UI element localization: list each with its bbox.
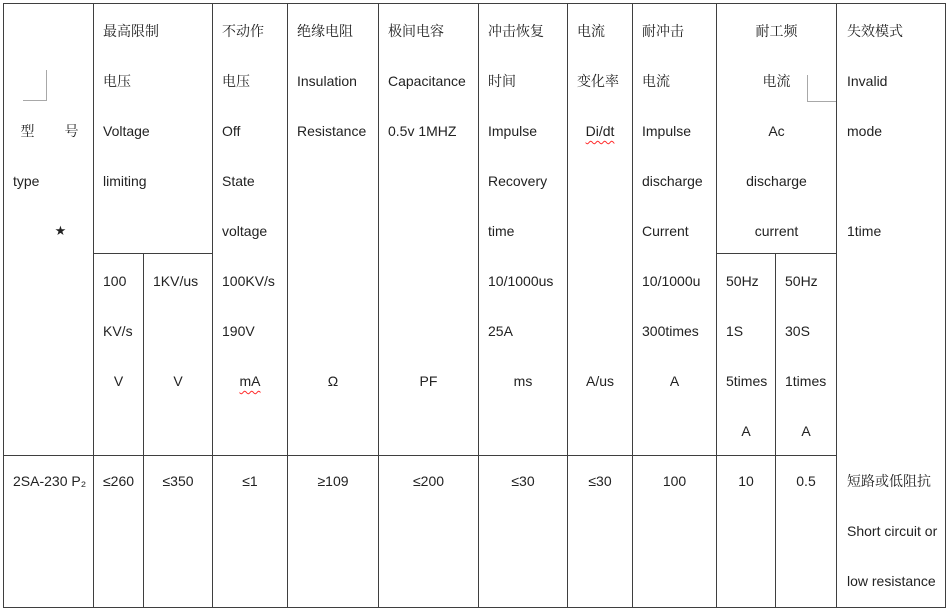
cell-line: 电流 (762, 73, 791, 89)
cell-line (288, 256, 378, 306)
cell-line: Ω (327, 373, 339, 389)
cell-line (379, 206, 478, 256)
cell-line: type (13, 173, 40, 189)
cell-line: V (173, 373, 183, 389)
cell-lines (144, 456, 212, 506)
spec-table (3, 3, 946, 608)
cell-lines (717, 456, 775, 506)
cell-lines (633, 456, 716, 506)
cell-lines (379, 456, 478, 506)
cell-line (4, 6, 93, 56)
col-type-header (4, 4, 93, 455)
cell-off-state-value (213, 456, 287, 607)
cell-line (568, 256, 632, 306)
cell-line: 1S (726, 323, 744, 339)
cell-didt-value (568, 456, 632, 607)
subcol-ac-50hz-1s-header (717, 254, 775, 455)
cell-line: 5times (726, 373, 768, 389)
cell-line: Impulse (488, 123, 538, 139)
cell-line: 30S (785, 323, 810, 339)
cell-line (568, 156, 632, 206)
cell-line: Capacitance (388, 73, 466, 89)
cell-max-limiting-100kvs-value (94, 456, 143, 607)
cell-lines (4, 4, 93, 256)
cell-line: ms (513, 373, 533, 389)
cell-line (837, 406, 945, 456)
cell-line (837, 256, 945, 306)
cell-lines (776, 456, 836, 506)
cell-line (4, 56, 93, 106)
cell-line (379, 306, 478, 356)
cell-line (144, 306, 212, 356)
cell-lines (837, 4, 945, 606)
cell-lines (717, 254, 775, 455)
cell-line: ≤260 (102, 473, 135, 489)
cell-lines (94, 456, 143, 506)
cell-line (379, 256, 478, 306)
col-impulse-discharge-current-header (633, 4, 716, 455)
cell-line: 100KV/s (222, 273, 275, 289)
cell-line (568, 206, 632, 256)
cell-line: ≤350 (162, 473, 194, 489)
col-max-limiting-voltage-header (94, 4, 212, 253)
cell-line: 最高限制 (103, 23, 159, 39)
cell-lines (288, 4, 378, 406)
cell-line: 50Hz (785, 273, 818, 289)
cell-line: 50Hz (726, 273, 759, 289)
cell-line (837, 306, 945, 356)
cell-lines (633, 4, 716, 406)
cell-line (568, 306, 632, 356)
cell-lines (568, 4, 632, 406)
cell-line: ★ (54, 223, 67, 238)
cell-line: voltage (222, 223, 268, 239)
cell-line: time (488, 223, 515, 239)
cell-line: A/us (585, 373, 614, 389)
cell-line (288, 306, 378, 356)
cell-line: mA (239, 373, 261, 389)
cell-ac-30s-value (776, 456, 836, 607)
cell-line: discharge (746, 173, 807, 189)
subcol-ac-50hz-30s-header (776, 254, 836, 455)
cell-line: limiting (103, 173, 147, 189)
cell-impulse-current-value (633, 456, 716, 607)
cell-insulation-value (288, 456, 378, 607)
cell-line: 100 (662, 473, 687, 489)
col-invalid-mode (837, 4, 945, 607)
cell-line: Ac (768, 123, 785, 139)
col-ac-discharge-current-header (717, 4, 836, 253)
col-off-state-voltage-header (213, 4, 287, 455)
cell-lines (288, 456, 378, 506)
cell-line: ≤30 (588, 473, 612, 489)
cell-line: 电压 (222, 73, 250, 89)
cell-line: 型 号 (20, 123, 87, 139)
cell-lines (4, 456, 93, 506)
cell-line: Resistance (297, 123, 367, 139)
cell-line: ≤30 (511, 473, 535, 489)
cell-line: PF (419, 373, 438, 389)
cell-line: 0.5 (796, 473, 816, 489)
cell-line: 25A (488, 323, 513, 339)
cell-line: 电流 (577, 23, 605, 39)
cell-ac-1s-value (717, 456, 775, 607)
cell-line: ≤200 (412, 473, 445, 489)
col-capacitance-header (379, 4, 478, 455)
cell-lines (213, 456, 287, 506)
cell-lines (479, 4, 567, 406)
cell-line: 极间电容 (388, 23, 444, 39)
cell-line: KV/s (103, 323, 133, 339)
cell-line: 不动作 (222, 23, 264, 39)
cell-line: Insulation (297, 73, 357, 89)
cell-lines (479, 456, 567, 506)
col-insulation-resistance-header (288, 4, 378, 455)
cell-line: current (754, 223, 799, 239)
cell-lines (717, 4, 836, 253)
cell-line: 0.5v 1MHZ (388, 123, 457, 139)
cell-lines (144, 254, 212, 406)
cell-line: mode (847, 123, 883, 139)
cell-line: 冲击恢复 (488, 23, 544, 39)
cell-line: 耐工频 (755, 23, 798, 39)
cell-line: 电压 (103, 73, 131, 89)
cell-line: 失效模式 (847, 23, 903, 39)
cell-line: 1times (785, 373, 827, 389)
cell-line: Impulse (642, 123, 692, 139)
cell-line: 190V (222, 323, 255, 339)
cell-lines (94, 4, 212, 206)
cell-line (288, 206, 378, 256)
cell-line (837, 356, 945, 406)
cell-line: Off (222, 123, 241, 139)
cell-line: Di/dt (585, 123, 615, 139)
col-current-change-rate-header (568, 4, 632, 455)
cell-line: 时间 (488, 73, 516, 89)
cell-line (837, 156, 945, 206)
cell-lines (213, 4, 287, 406)
subcol-100kvs-header (94, 254, 143, 455)
cell-line: Current (642, 223, 689, 239)
cell-part-number (4, 456, 93, 607)
cell-line: 300times (642, 323, 699, 339)
col-impulse-recovery-time-header (479, 4, 567, 455)
cell-line: Invalid (847, 73, 888, 89)
cell-line: 1time (847, 223, 882, 239)
cell-line: State (222, 173, 255, 189)
cell-line: discharge (642, 173, 703, 189)
cell-line: V (113, 373, 124, 389)
cell-line: A (801, 423, 811, 439)
cell-max-limiting-1kvus-value (144, 456, 212, 607)
cell-line: 10/1000us (488, 273, 554, 289)
subcol-1kvus-header (144, 254, 212, 455)
cell-line: Voltage (103, 123, 150, 139)
cell-line: 变化率 (577, 73, 619, 89)
cell-lines (776, 254, 836, 455)
cell-line: Recovery (488, 173, 548, 189)
cell-line: low resistance (847, 573, 936, 589)
cell-line: ≥109 (317, 473, 349, 489)
cell-line: 耐冲击 (642, 23, 684, 39)
cell-lines (568, 456, 632, 506)
cell-line: 短路或低阻抗 (847, 473, 931, 489)
cell-recovery-time-value (479, 456, 567, 607)
cell-line: Short circuit or (847, 523, 938, 539)
cell-line: 绝缘电阻 (297, 23, 353, 39)
cell-line: A (741, 423, 751, 439)
cell-line: 2SA-230 P₂ (13, 473, 87, 489)
cell-line: 1KV/us (153, 273, 199, 289)
cell-line: 电流 (642, 73, 670, 89)
cell-capacitance-value (379, 456, 478, 607)
cell-line: ≤1 (242, 473, 258, 489)
cell-lines (94, 254, 143, 406)
cell-line (288, 156, 378, 206)
cell-lines (379, 4, 478, 406)
cell-line: 10 (738, 473, 754, 489)
cell-line: A (669, 373, 680, 389)
cell-line (379, 156, 478, 206)
cell-line: 10/1000u (642, 273, 701, 289)
cell-line: 100 (103, 273, 127, 289)
